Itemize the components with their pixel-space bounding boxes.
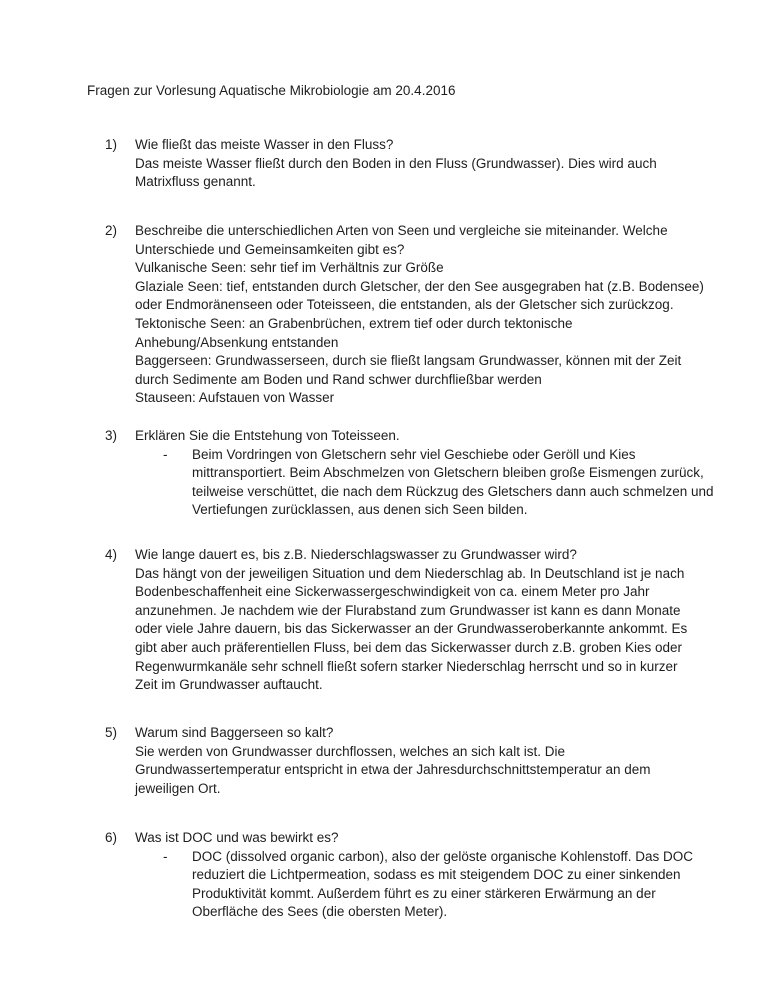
text-line-content: teilweise verschüttet, die nach dem Rückzug des Gletschers dann auch schmelzen und [192,483,714,499]
text-line [192,866,768,885]
text-line-content: Warum sind Baggerseen so kalt? [135,725,334,740]
text-line [135,565,768,584]
text-line-content: Das hängt von der jeweiligen Situation und dem Niederschlag ab. In Deutschland ist je nach [135,565,685,581]
text-line-content: Produktivität kommt. Außerdem führt es zu einer stärkeren Erwärmung an der [192,885,656,901]
text-line [135,761,768,780]
text-line-content: Was ist DOC und was bewirkt es? [135,830,339,845]
text-line [135,315,768,334]
text-line [135,427,768,446]
text-line [135,639,768,658]
dash-bullet: - [163,848,168,864]
text-line-content: Oberfläche des Sees (die obersten Meter). [192,904,448,920]
text-line [135,136,768,155]
question-number: 2) [105,223,118,238]
page-title: Fragen zur Vorlesung Aquatische Mikrobiologie am 20.4.2016 [87,83,456,98]
text-line [135,620,768,639]
text-line [135,658,768,677]
text-line [135,155,768,174]
text-line-content: Zeit im Grundwasser auftaucht. [135,677,323,693]
question-block-1 [0,136,768,192]
question-block-2 [0,222,768,408]
text-line [135,241,768,260]
text-line [192,483,768,502]
text-line-content: oder viele Jahre dauern, bis das Sickerwasser an der Grundwasseroberkannte ankommt. Es [135,621,688,637]
text-line-content: durch Sedimente am Boden und Rand schwer durchfließbar werden [135,371,542,387]
text-line [135,352,768,371]
text-line-content: Beschreibe die unterschiedlichen Arten von Seen und vergleiche sie miteinander. Welche [135,223,668,238]
text-line-content: oder Endmoränenseen oder Toteisseen, die entstanden, als der Gletscher sich zurückzog. [135,297,674,313]
question-number: 1) [105,137,118,152]
text-line-content: Beim Vordringen von Gletschern sehr viel Geschiebe oder Geröll und Kies [192,446,636,462]
text-line-content: gibt aber auch präferentiellen Fluss, bei dem das Sickerwasser durch z.B. groben Kies oder [135,639,683,655]
text-line [192,464,768,483]
question-block-6 [0,829,768,922]
text-line-content: DOC (dissolved organic carbon), also der gelöste organische Kohlenstoff. Das DOC [192,848,693,864]
text-line-content: Matrixfluss genannt. [135,174,256,190]
text-line [135,389,768,408]
question-number: 6) [105,830,118,845]
text-line-content: jeweiligen Ort. [135,780,221,796]
text-line [135,829,768,848]
text-line-content: Regenwurmkanäle sehr schnell fließt sofern starker Niederschlag herrscht und so in kurzer [135,658,678,674]
text-line-content: Unterschiede und Gemeinsamkeiten gibt es? [135,241,405,257]
text-line-content: Wie lange dauert es, bis z.B. Niederschlagswasser zu Grundwasser wird? [135,547,577,562]
text-line [135,173,768,192]
question-lines [0,222,768,408]
text-line-content: Grundwassertemperatur entspricht in etwa der Jahresdurchschnittstemperatur an dem [135,762,651,778]
text-line-content: Glaziale Seen: tief, entstanden durch Gletscher, der den See ausgegraben hat (z.B. Bodensee) [135,278,704,294]
text-line [135,222,768,241]
text-line [135,724,768,743]
question-lines [0,546,768,695]
text-line [135,583,768,602]
text-line-content: Stauseen: Aufstauen von Wasser [135,390,335,406]
text-line [135,296,768,315]
text-line-content: Anhebung/Absenkung entstanden [135,334,339,350]
question-number: 5) [105,725,118,740]
text-line [135,334,768,353]
text-line [135,546,768,565]
text-line-content: Sie werden von Grundwasser durchflossen, welches an sich kalt ist. Die [135,743,565,759]
question-number: 4) [105,547,118,562]
text-line-content: Vulkanische Seen: sehr tief im Verhältnis zur Größe [135,260,444,276]
text-line-content: Vertiefungen zurücklassen, aus denen sich Seen bilden. [192,502,528,518]
text-line [192,501,768,520]
text-line [135,676,768,695]
text-line [135,259,768,278]
text-line-content: reduziert die Lichtpermeation, sodass es mit steigendem DOC zu einer sinkenden [192,867,681,883]
text-line [135,278,768,297]
text-line [192,885,768,904]
text-line-content: anzunehmen. Je nachdem wie der Flurabstand zum Grundwasser ist kann es dann Monate [135,602,681,618]
text-line [163,848,768,867]
text-line-content: Tektonische Seen: an Grabenbrüchen, extrem tief oder durch tektonische [135,315,573,331]
dash-bullet: - [163,446,168,462]
text-line-content: Erklären Sie die Entstehung von Toteisseen. [135,428,400,443]
question-block-4 [0,546,768,695]
text-line [135,743,768,762]
text-line [192,903,768,922]
text-line [135,780,768,799]
text-line-content: Bodenbeschaffenheit eine Sickerwassergeschwindigkeit von ca. einem Meter pro Jahr [135,584,650,600]
text-line [135,371,768,390]
question-block-3 [0,427,768,520]
text-line [135,602,768,621]
text-line-content: mittransportiert. Beim Abschmelzen von Gletschern bleiben große Eismengen zurück, [192,465,704,481]
text-line-content: Baggerseen: Grundwasserseen, durch sie fließt langsam Grundwasser, können mit der Zeit [135,353,682,369]
question-block-5 [0,724,768,798]
text-line-content: Das meiste Wasser fließt durch den Boden in den Fluss (Grundwasser). Dies wird auch [135,155,657,171]
text-line [163,446,768,465]
text-line-content: Wie fließt das meiste Wasser in den Fluss? [135,137,394,152]
question-number: 3) [105,428,118,443]
